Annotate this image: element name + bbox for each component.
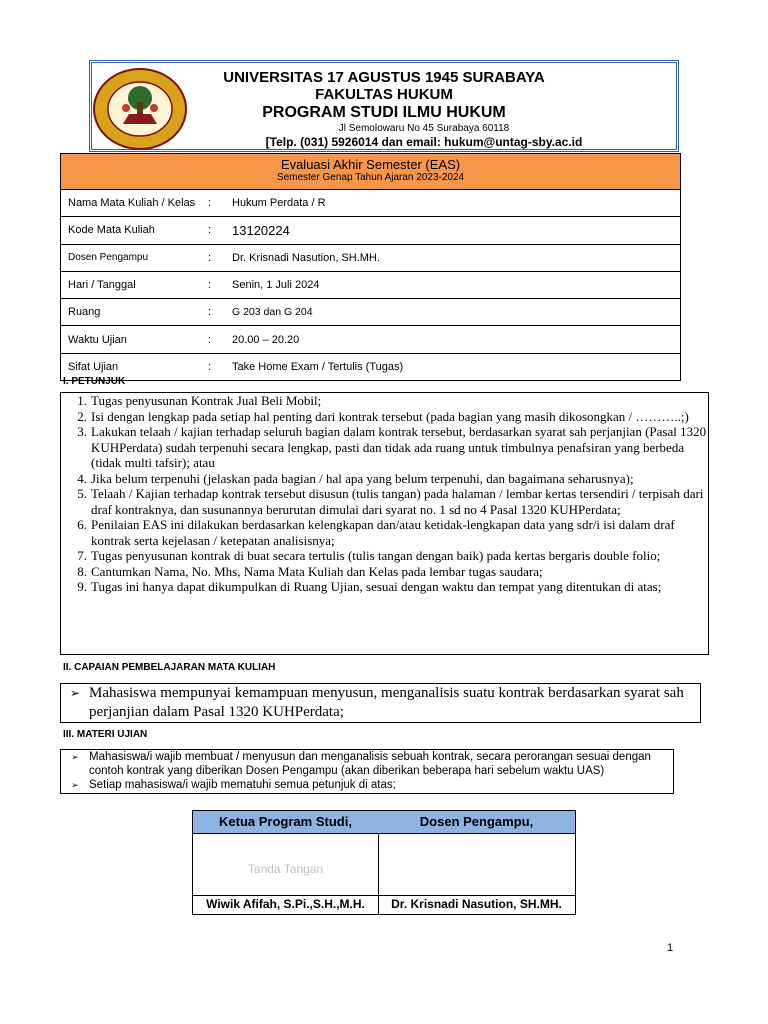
item-number: 7. [77,548,87,563]
item-text: Penilaian EAS ini dilakukan berdasarkan kelengkapan dan/atau ketidak-lengkapan data yang sdr/i isi dalam draf kontrak serta kejelasan / ketepatan analisisnya; [91,517,675,548]
list-item [61,424,708,471]
list-item [61,517,708,548]
item-text: Cantumkan Nama, No. Mhs, Nama Mata Kuliah dan Kelas pada lembar tugas saudara; [91,563,543,579]
page-number: 1 [666,942,674,954]
info-colon: : [208,224,212,237]
arrow-bullet-icon: ➢ [69,686,81,700]
info-colon: : [208,251,212,264]
item-number: 9. [77,579,87,594]
item-text: Lakukan telaah / kajian terhadap seluruh bagian dalam kontrak tersebut, berdasarkan syarat sah perjanjian (Pasal 1320 KUHPerdata) sudah terpenuhi secara lengkap, pasti dan tidak ada ruang untuk timbulnya penafsiran yang berbeda (tidak multi tafsir); atau [91,424,707,470]
item-text: Tugas penyusunan kontrak di buat secara tertulis (tulis tangan dengan baik) pada kertas bergaris double folio; [91,548,661,563]
info-row-code [60,217,681,244]
exam-title-header [60,153,681,190]
item-text: Tugas ini hanya dapat dikumpulkan di Ruang Ujian, sesuai dengan waktu dan tempat yang ditentukan di atas; [91,579,662,594]
learning-outcome-text: Mahasiswa mempunyai kemampuan menyusun, menganalisis suatu kontrak berdasarkan syarat sah perjanjian dalam Pasal 1320 KUHPerdata; [89,685,684,720]
signature-placeholder: Tanda Tangan [247,862,324,876]
info-value: Take Home Exam / Tertulis (Tugas) [232,360,404,373]
arrow-bullet-icon: ➢ [71,780,79,790]
instructions-box [60,392,709,655]
sig-area-left [193,833,379,896]
info-row-time [60,326,681,353]
item-text: Telaah / Kajian terhadap kontrak tersebut disusun (tulis tangan) pada halaman / lembar kertas tersendiri / terpisah dari draf kontraknya, dan susunannya berurutan dimulai dari syarat no. 1 sd no 4 Pasal 1320 KUHPerdata; [91,486,704,517]
list-item [61,579,708,595]
list-item [61,750,673,778]
info-label: Hari / Tanggal [68,279,136,292]
item-number: 2. [77,408,87,424]
list-item [61,486,708,517]
item-text: Jika belum terpenuhi (jelaskan pada bagian / hal apa yang belum terpenuhi, dan bagaimana seharusnya); [91,470,634,486]
info-label: Dosen Pengampu [68,252,149,264]
info-row-lecturer [60,245,681,272]
section-heading-petunjuk: I. PETUNJUK [63,376,126,387]
info-label: Kode Mata Kuliah [68,224,155,237]
info-row-room [60,299,681,326]
sig-header-lecturer: Dosen Pengampu, [378,811,575,834]
info-label: Ruang [68,306,101,319]
info-label: Waktu Ujian [68,333,127,346]
item-text: Isi dengan lengkap pada setiap hal penting dari kontrak tersebut (pada bagian yang masih dikosongkan / ………..;) [91,408,689,424]
info-row-date [60,272,681,299]
list-item [61,778,673,792]
info-label: Sifat Ujian [68,360,119,373]
list-item [61,393,708,409]
item-text: Mahasiswa/i wajib membuat / menyusun dan menganalisis sebuah kontrak, secara perorangan sesuai dengan contoh kontrak yang diberikan Dosen Pengampu (akan diberikan beberapa hari sebelum waktu UAS) [89,751,651,777]
list-item [61,548,708,564]
info-row-type [60,354,681,381]
info-value: Senin, 1 Juli 2024 [232,279,320,292]
list-item [61,409,708,425]
info-colon: : [208,279,212,292]
info-value: 13120224 [232,222,290,238]
sig-name-left: Wiwik Afifah, S.Pi.,S.H.,M.H. [193,895,379,914]
section-heading-materi: III. MATERI UJIAN [63,729,148,740]
item-text: Setiap mahasiswa/i wajib mematuhi semua petunjuk di atas; [89,779,396,791]
info-value: Dr. Krisnadi Nasution, SH.MH. [232,251,380,264]
info-value: 20.00 – 20.20 [232,333,300,346]
section-heading-capaian: II. CAPAIAN PEMBELAJARAN MATA KULIAH [63,662,276,673]
item-number: 3. [77,424,87,439]
info-colon: : [208,306,212,319]
exam-title: Evaluasi Akhir Semester (EAS) [280,157,461,172]
exam-subtitle: Semester Genap Tahun Ajaran 2023-2024 [276,172,465,183]
signature-table [192,810,576,915]
faculty-name: FAKULTAS HUKUM [315,86,453,103]
item-number: 8. [77,563,87,579]
info-colon: : [208,360,212,373]
list-item [61,564,708,580]
contact-info: [Telp. (031) 5926014 dan email: hukum@untag-sby.ac.id [265,135,583,149]
item-number: 6. [77,517,87,532]
info-colon: : [208,333,212,346]
info-value: Hukum Perdata / R [232,197,326,210]
item-number: 4. [77,470,87,486]
program-name: PROGRAM STUDI ILMU HUKUM [262,104,506,121]
sig-area-right [378,833,575,896]
address: Jl Semolowaru No 45 Surabaya 60118 [338,123,510,134]
sig-header-head-of-program: Ketua Program Studi, [193,811,379,834]
list-item [61,471,708,487]
info-colon: : [208,197,212,210]
item-number: 1. [77,393,87,408]
sig-name-right: Dr. Krisnadi Nasution, SH.MH. [391,897,562,911]
arrow-bullet-icon: ➢ [71,752,79,762]
info-label: Nama Mata Kuliah / Kelas [68,197,196,210]
item-number: 5. [77,486,87,501]
exam-info-table [60,153,681,381]
university-name: UNIVERSITAS 17 AGUSTUS 1945 SURABAYA [223,69,545,86]
exam-material-box [60,749,674,794]
info-value: G 203 dan G 204 [232,306,313,319]
info-row-course [60,190,681,217]
university-seal-logo [93,68,188,150]
learning-outcome-box [60,683,701,723]
item-text: Tugas penyusunan Kontrak Jual Beli Mobil; [91,393,322,408]
